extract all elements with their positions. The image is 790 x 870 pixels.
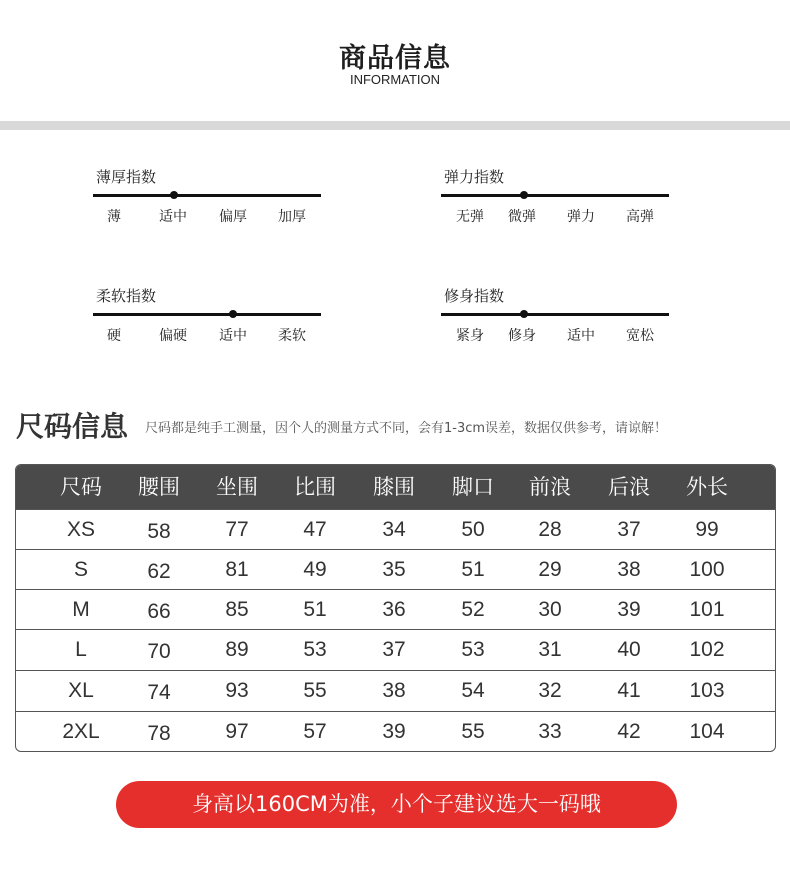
table-cell: 51 (461, 558, 485, 581)
table-cell: 53 (303, 638, 327, 661)
table-cell: 70 (147, 640, 171, 663)
table-cell: 77 (225, 518, 249, 541)
table-cell: 2XL (62, 720, 100, 743)
table-cell: 35 (382, 558, 406, 581)
rating-option: 紧身 (456, 328, 484, 344)
size-table (15, 464, 776, 752)
table-cell: 42 (617, 720, 641, 743)
size-table-header (16, 465, 776, 509)
table-cell: 66 (147, 600, 171, 623)
table-row (16, 711, 776, 751)
rating-option: 高弹 (626, 209, 654, 225)
rating-indicator-dot (520, 310, 528, 318)
table-cell: 36 (382, 598, 406, 621)
rating-option: 柔软 (278, 328, 306, 344)
table-cell: 89 (225, 638, 249, 661)
table-cell: 57 (303, 720, 327, 743)
rating-option: 硬 (107, 328, 121, 344)
table-cell: 49 (303, 558, 327, 581)
table-cell: 55 (303, 679, 327, 702)
size-tip-text: 身高以160CM为准，小个子建议选大一码哦 (192, 792, 601, 816)
table-cell: 41 (617, 679, 641, 702)
table-cell: M (72, 598, 90, 621)
rating-option: 薄 (107, 209, 121, 225)
table-row (16, 670, 776, 710)
rating-option: 无弹 (456, 209, 484, 225)
table-cell: 103 (689, 679, 725, 702)
table-cell: 102 (689, 638, 725, 661)
rating-scale-line (441, 194, 669, 197)
table-cell: 55 (461, 720, 485, 743)
table-cell: S (73, 558, 88, 581)
table-row (16, 629, 776, 669)
table-cell: 28 (538, 518, 562, 541)
rating-scale-line (441, 313, 669, 316)
header-cell: 坐围 (216, 475, 258, 499)
table-cell: 47 (303, 518, 327, 541)
table-cell: 31 (538, 638, 562, 661)
table-cell: 52 (461, 598, 485, 621)
table-cell: 37 (617, 518, 641, 541)
rating-option: 偏硬 (159, 328, 187, 344)
rating-indicator-dot (229, 310, 237, 318)
table-cell: 33 (538, 720, 562, 743)
rating-option: 适中 (567, 328, 595, 344)
table-cell: 99 (695, 518, 719, 541)
table-cell: 53 (461, 638, 485, 661)
table-cell: 40 (617, 638, 641, 661)
rating-title: 修身指数 (444, 287, 505, 305)
table-cell: 74 (147, 681, 171, 704)
table-cell: 85 (225, 598, 249, 621)
size-section-note: 尺码都是纯手工测量，因个人的测量方式不同，会有1-3cm误差，数据仅供参考，请谅解！ (145, 421, 668, 436)
table-cell: 78 (147, 722, 171, 745)
table-cell: 39 (382, 720, 406, 743)
table-cell: L (75, 638, 87, 661)
table-cell: 37 (382, 638, 406, 661)
table-cell: 58 (147, 520, 171, 543)
table-cell: 81 (225, 558, 249, 581)
table-cell: 39 (617, 598, 641, 621)
table-row (16, 589, 776, 629)
table-cell: 104 (689, 720, 725, 743)
rating-title: 薄厚指数 (96, 168, 157, 186)
rating-title: 柔软指数 (96, 287, 157, 305)
section-divider (0, 121, 790, 130)
header-cell: 膝围 (373, 475, 415, 499)
table-cell: 93 (225, 679, 249, 702)
table-cell: 30 (538, 598, 562, 621)
header-cell: 尺码 (60, 475, 102, 499)
rating-option: 加厚 (278, 209, 306, 225)
table-cell: 38 (617, 558, 641, 581)
table-cell: 97 (225, 720, 249, 743)
page-title: 商品信息 (339, 43, 451, 74)
table-row (16, 549, 776, 589)
table-cell: 29 (538, 558, 562, 581)
table-cell: XS (66, 518, 95, 541)
table-cell: 101 (689, 598, 725, 621)
size-tip-banner (116, 781, 677, 828)
header-cell: 腰围 (138, 475, 180, 499)
rating-title: 弹力指数 (444, 168, 505, 186)
rating-option: 偏厚 (219, 209, 247, 225)
rating-scale-line (93, 194, 321, 197)
rating-option: 适中 (219, 328, 247, 344)
rating-option: 微弹 (508, 209, 536, 225)
header-cell: 脚口 (452, 475, 494, 499)
rating-indicator-dot (520, 191, 528, 199)
header-cell: 比围 (294, 475, 336, 499)
table-cell: 62 (147, 560, 171, 583)
table-cell: 54 (461, 679, 485, 702)
rating-option: 适中 (159, 209, 187, 225)
rating-scale-line (93, 313, 321, 316)
table-cell: 50 (461, 518, 485, 541)
rating-option: 弹力 (567, 209, 595, 225)
table-cell: 34 (382, 518, 406, 541)
header-cell: 后浪 (608, 475, 650, 499)
header-cell: 前浪 (529, 475, 571, 499)
page-subtitle: INFORMATION (349, 72, 441, 87)
table-row (16, 509, 776, 549)
table-cell: 100 (689, 558, 725, 581)
table-cell: XL (68, 679, 94, 702)
size-section-title: 尺码信息 (16, 410, 129, 443)
table-cell: 32 (538, 679, 562, 702)
rating-indicator-dot (170, 191, 178, 199)
rating-option: 修身 (508, 328, 536, 344)
table-cell: 38 (382, 679, 406, 702)
info-header (0, 0, 790, 120)
table-cell: 51 (303, 598, 327, 621)
rating-option: 宽松 (626, 328, 654, 344)
header-cell: 外长 (686, 475, 728, 499)
